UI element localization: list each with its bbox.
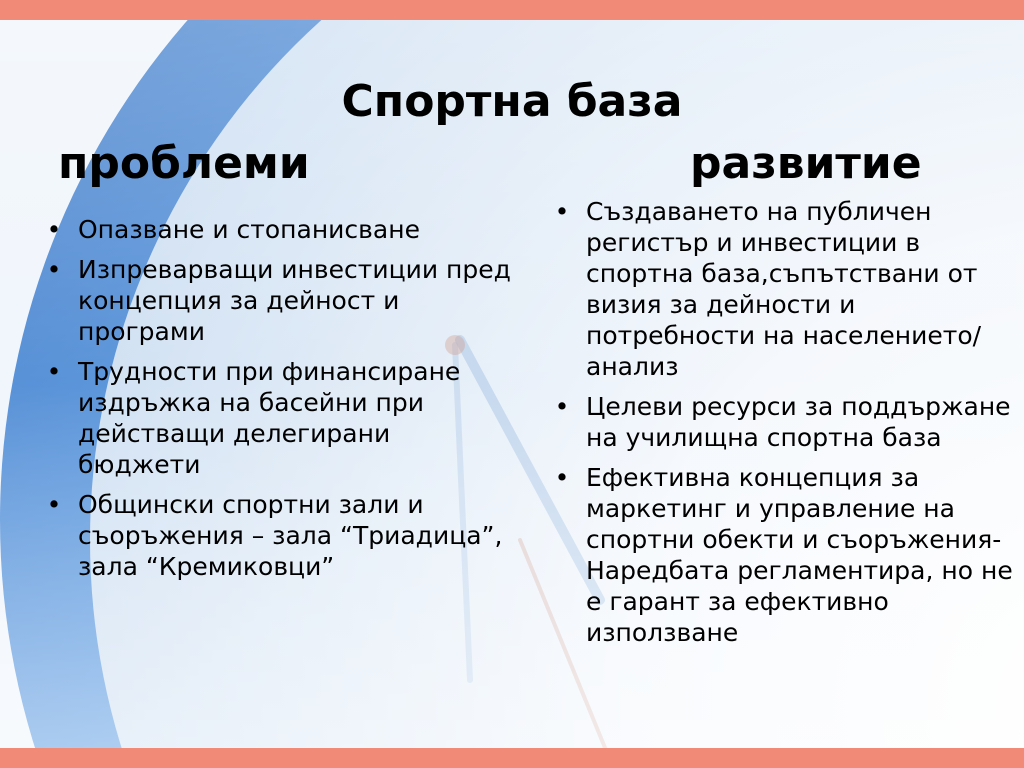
bullet-icon: • <box>46 215 62 244</box>
list-item-text: Създаването на публичен регистър и инвестиции в спортна база,съпътствани от визия за дейности и потребности на населението/анализ <box>586 197 982 381</box>
bullet-icon: • <box>554 463 570 492</box>
problems-list <box>40 214 520 591</box>
list-item-text: Целеви ресурси за поддържане на училищна спортна база <box>586 392 1011 452</box>
bullet-icon: • <box>46 357 62 386</box>
bullet-icon: • <box>554 392 570 421</box>
slide-title: Спортна база <box>341 76 683 127</box>
list-item <box>548 196 1023 382</box>
list-item <box>40 356 520 480</box>
bullet-icon: • <box>46 255 62 284</box>
top-accent-stripe <box>0 0 1024 20</box>
list-item <box>548 462 1023 648</box>
list-item-text: Общински спортни зали и съоръжения – зала “Триадица”, зала “Кремиковци” <box>78 490 503 581</box>
bottom-accent-stripe <box>0 748 1024 768</box>
right-column-heading: развитие <box>690 138 922 189</box>
list-item-text: Трудности при финансиране издръжка на басейни при действащи делегирани бюджети <box>78 357 461 479</box>
list-item-text: Ефективна концепция за маркетинг и управление на спортни обекти и съоръжения- Наредбата регламентира, но не е гарант за ефективно използване <box>586 463 1013 647</box>
bullet-icon: • <box>46 490 62 519</box>
bullet-icon: • <box>554 197 570 226</box>
list-item-text: Изпреварващи инвестиции пред концепция за дейност и програми <box>78 255 511 346</box>
list-item <box>40 254 520 347</box>
list-item-text: Опазване и стопанисване <box>78 215 420 244</box>
development-list <box>548 196 1023 657</box>
left-column-heading: проблеми <box>58 138 310 189</box>
list-item <box>40 489 520 582</box>
list-item <box>40 214 520 245</box>
list-item <box>548 391 1023 453</box>
